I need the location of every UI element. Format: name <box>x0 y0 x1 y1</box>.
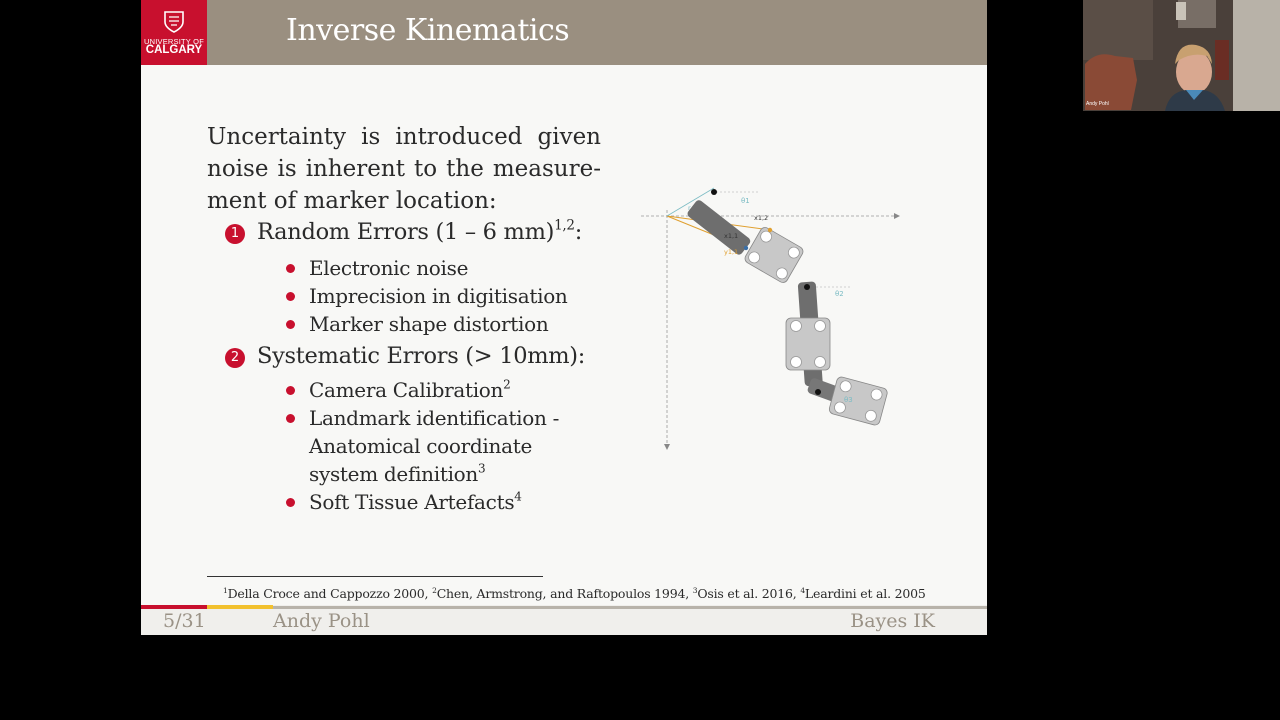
enum-label <box>257 219 582 245</box>
footnote-text: Leardini et al. 2005 <box>804 586 926 601</box>
citation-sup: 4 <box>514 489 522 504</box>
logo-text-line1: UNIVERSITY OF <box>144 37 204 46</box>
intro-line: Uncertainty is introduced given <box>207 124 601 150</box>
bullet-dot <box>286 264 295 273</box>
x12-label: x1,2 <box>754 214 769 222</box>
footer-short-title: Bayes IK <box>850 610 935 632</box>
bullet-item <box>286 310 568 338</box>
logo-text-line2: CALGARY <box>145 44 203 56</box>
citation-sup: 2 <box>503 377 511 392</box>
participant-video-frame <box>1083 0 1280 111</box>
axis-y <box>664 210 670 450</box>
slide-title: Inverse Kinematics <box>286 13 570 48</box>
shank-marker-plate <box>786 318 830 370</box>
progress-segment-red <box>141 605 207 609</box>
enum-label-suffix: : <box>574 219 582 245</box>
footnote-sup: 3 <box>692 585 698 595</box>
ankle-joint <box>815 389 821 395</box>
footnote-text: Della Croce and Cappozzo 2000, <box>227 586 433 601</box>
theta3-label: θ3 <box>844 396 853 404</box>
citation-sup: 1,2 <box>554 217 575 234</box>
theta2-label: θ2 <box>835 290 844 298</box>
bullet-text: Marker shape distortion <box>309 312 549 336</box>
bullet-list-random <box>286 254 568 338</box>
theta1-label: θ1 <box>741 197 750 205</box>
slide-footer <box>141 605 987 635</box>
foot-marker-plate <box>828 376 888 426</box>
marker-x12 <box>768 228 772 232</box>
footnote-sup: 1 <box>223 585 228 595</box>
intro-line: ment of marker location: <box>207 188 497 214</box>
university-logo <box>141 0 207 65</box>
footnote-rule <box>207 576 543 577</box>
thigh-marker-plate <box>743 226 805 285</box>
enum-label-text: Random Errors (1 – 6 mm) <box>257 219 555 245</box>
bullet-text: Soft Tissue Artefacts <box>309 490 515 514</box>
bullet-dot <box>286 414 295 423</box>
enum-number-badge: 2 <box>225 348 245 368</box>
footnote-text: Osis et al. 2016, <box>697 586 801 601</box>
bullet-item <box>286 254 568 282</box>
bullet-dot <box>286 386 295 395</box>
x11-label: x1,1 <box>724 232 739 240</box>
bullet-item <box>286 404 559 488</box>
bullet-list-systematic <box>286 376 559 516</box>
enum-number-badge: 1 <box>225 224 245 244</box>
bullet-item <box>286 376 559 404</box>
r-label: r <box>688 204 691 212</box>
intro-paragraph <box>207 121 601 217</box>
bullet-text: Imprecision in digitisation <box>309 284 568 308</box>
bullet-item <box>286 282 568 310</box>
bullet-dot <box>286 498 295 507</box>
bullet-text: system definition <box>309 462 478 486</box>
presentation-slide <box>141 0 987 635</box>
enum-label: Systematic Errors (> 10mm): <box>257 343 586 369</box>
leg-kinematic-diagram <box>636 180 916 460</box>
bullet-text: Camera Calibration <box>309 378 504 402</box>
footnote-sup: 2 <box>432 585 437 595</box>
footer-author: Andy Pohl <box>273 610 370 632</box>
y11-label: y1,1 <box>724 248 739 256</box>
shield-icon <box>164 11 184 33</box>
participant-name: Andy Pohl <box>1086 101 1109 107</box>
bullet-dot <box>286 292 295 301</box>
knee-joint <box>804 284 810 290</box>
progress-track <box>273 606 987 609</box>
page-number: 5/31 <box>163 610 206 632</box>
marker-x11 <box>744 246 748 250</box>
bullet-item <box>286 488 559 516</box>
bullet-text: Landmark identification - <box>309 406 560 430</box>
hip-joint <box>711 189 717 195</box>
progress-segment-yellow <box>207 605 273 609</box>
footnote-text: Chen, Armstrong, and Raftopoulos 1994, <box>436 586 693 601</box>
bullet-text: Electronic noise <box>309 256 469 280</box>
footnote-sup: 4 <box>800 585 805 595</box>
bullet-dot <box>286 320 295 329</box>
slide-header <box>141 0 987 65</box>
intro-line: noise is inherent to the measure- <box>207 156 601 182</box>
footnote-references <box>223 586 926 601</box>
bullet-text: Anatomical coordinate <box>309 434 532 458</box>
participant-video-thumbnail[interactable] <box>1083 0 1280 111</box>
citation-sup: 3 <box>478 461 486 476</box>
